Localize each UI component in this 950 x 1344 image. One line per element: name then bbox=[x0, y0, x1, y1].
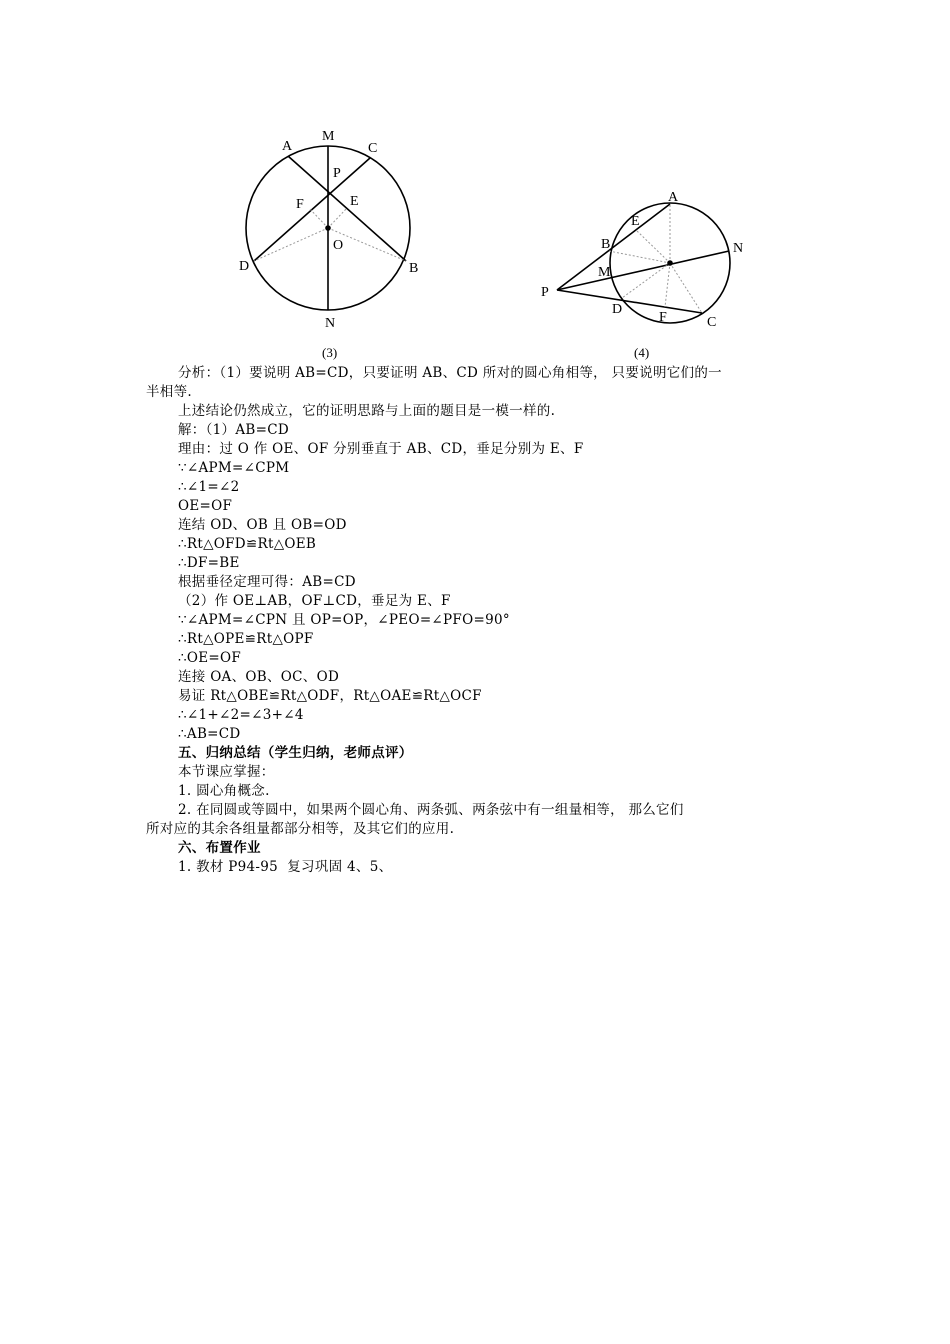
text-line: 根据垂径定理可得：AB=CD bbox=[178, 574, 356, 590]
label-p: P bbox=[541, 285, 549, 300]
label-e: E bbox=[631, 214, 640, 229]
chord-cd bbox=[254, 158, 370, 261]
figure-4-caption: (4) bbox=[634, 345, 650, 360]
figure-4 bbox=[530, 183, 760, 333]
text-line: ∴Rt△OFD≌Rt△OEB bbox=[178, 536, 317, 552]
text-line: 连结 OD、OB 且 OB=OD bbox=[178, 517, 347, 533]
label-o: O bbox=[333, 238, 344, 253]
label-f: F bbox=[659, 310, 667, 325]
text-line: ∵∠APM=∠CPM bbox=[178, 460, 290, 476]
text-line: 上述结论仍然成立，它的证明思路与上面的题目是一模一样的. bbox=[178, 403, 556, 419]
text-line: ∴DF=BE bbox=[178, 555, 240, 571]
text-line: ∴∠1+∠2=∠3+∠4 bbox=[178, 707, 304, 723]
text-line: 连接 OA、OB、OC、OD bbox=[178, 669, 340, 685]
figure-3-caption: (3) bbox=[322, 345, 338, 360]
center-dot bbox=[325, 225, 331, 231]
text-line: OE=OF bbox=[178, 498, 233, 514]
text-line: 半相等. bbox=[146, 384, 192, 400]
label-f: F bbox=[296, 197, 304, 212]
figure-3 bbox=[230, 118, 430, 333]
text-line: ∴OE=OF bbox=[178, 650, 242, 666]
text-line: 1. 圆心角概念. bbox=[178, 783, 270, 799]
text-line: 所对应的其余各组量都部分相等，及其它们的应用. bbox=[146, 821, 455, 837]
secant-pc bbox=[557, 290, 702, 313]
label-b: B bbox=[601, 237, 611, 252]
label-c: C bbox=[707, 315, 717, 330]
text-line: ∴AB=CD bbox=[178, 726, 241, 742]
label-n: N bbox=[325, 316, 336, 331]
label-b: B bbox=[409, 261, 419, 276]
dotted-lines bbox=[609, 204, 702, 313]
label-m: M bbox=[322, 129, 335, 144]
center-dot bbox=[667, 260, 673, 266]
text-line: ∴∠1=∠2 bbox=[178, 479, 240, 495]
text-line: 1. 教材 P94-95 复习巩固 4、5、 bbox=[178, 859, 393, 875]
section-heading-summary: 五、归纳总结（学生归纳，老师点评） bbox=[178, 745, 413, 761]
label-a: A bbox=[668, 190, 679, 205]
label-d: D bbox=[239, 259, 250, 274]
text-line: 本节课应掌握： bbox=[178, 764, 275, 780]
text-line: ∴Rt△OPE≌Rt△OPF bbox=[178, 631, 314, 647]
figure-3-diagram bbox=[230, 118, 430, 333]
text-line: 分析：（1）要说明 AB=CD，只要证明 AB、CD 所对的圆心角相等， 只要说明它们的一 bbox=[178, 365, 722, 381]
label-p: P bbox=[333, 166, 341, 181]
dotted-lines bbox=[254, 208, 406, 261]
section-heading-homework: 六、布置作业 bbox=[178, 840, 261, 856]
text-line: 理由：过 O 作 OE、OF 分别垂直于 AB、CD，垂足分别为 E、F bbox=[178, 441, 584, 457]
text-line: 解：（1）AB=CD bbox=[178, 422, 289, 438]
label-n: N bbox=[733, 241, 744, 256]
label-c: C bbox=[368, 141, 378, 156]
label-a: A bbox=[282, 139, 293, 154]
label-e: E bbox=[350, 194, 359, 209]
label-d: D bbox=[612, 302, 623, 317]
figure-4-diagram bbox=[530, 183, 760, 333]
text-line: 2. 在同圆或等圆中，如果两个圆心角、两条弧、两条弦中有一组量相等， 那么它们 bbox=[178, 802, 684, 818]
label-m: M bbox=[598, 265, 611, 280]
text-line: 易证 Rt△OBE≌Rt△ODF，Rt△OAE≌Rt△OCF bbox=[178, 688, 482, 704]
text-line: （2）作 OE⊥AB，OF⊥CD，垂足为 E、F bbox=[178, 593, 451, 609]
text-line: ∵∠APM=∠CPN 且 OP=OP，∠PEO=∠PFO=90° bbox=[178, 612, 510, 628]
